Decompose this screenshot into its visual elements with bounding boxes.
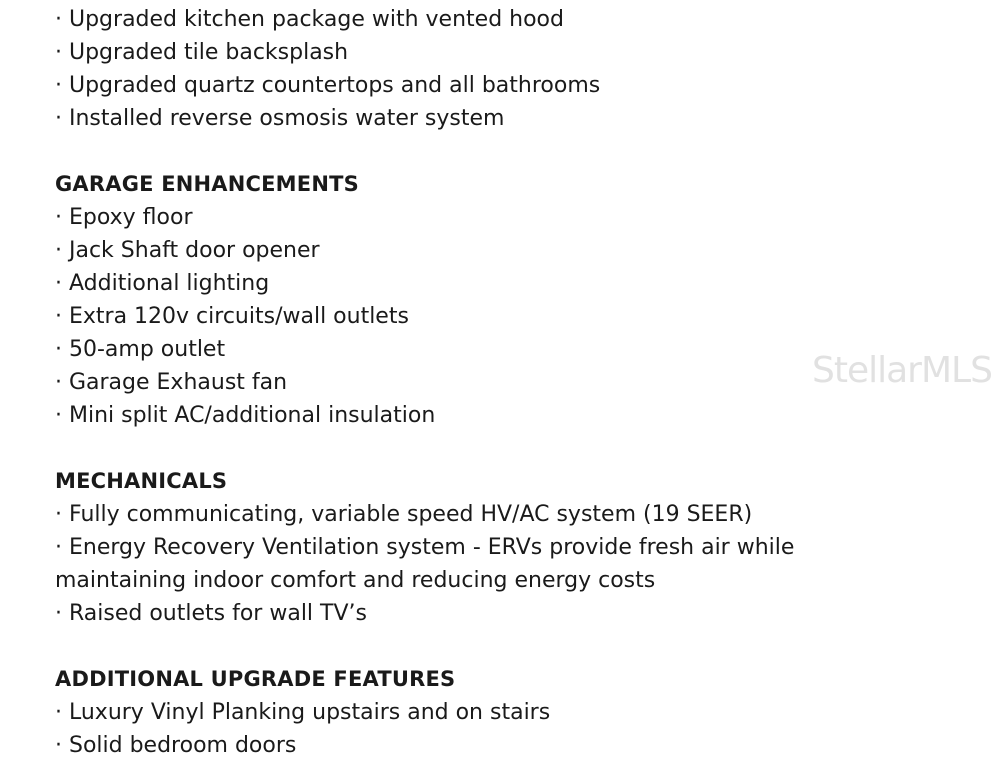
list-item-continuation: maintaining indoor comfort and reducing energy costs bbox=[55, 568, 656, 593]
list-item: · 50-amp outlet bbox=[55, 337, 226, 362]
list-item: · Extra 120v circuits/wall outlets bbox=[55, 304, 409, 329]
list-item: · Solid bedroom doors bbox=[55, 733, 297, 758]
list-item: · Fully communicating, variable speed HV/AC system (19 SEER) bbox=[55, 502, 753, 527]
list-item: · Additional lighting bbox=[55, 271, 270, 296]
list-item: · Garage Exhaust fan bbox=[55, 370, 288, 395]
list-item: · Upgraded kitchen package with vented hood bbox=[55, 7, 564, 32]
additional-section bbox=[55, 663, 955, 762]
watermark: StellarMLS bbox=[812, 350, 992, 391]
kitchen-section bbox=[55, 3, 955, 135]
section-heading: ADDITIONAL UPGRADE FEATURES bbox=[55, 667, 456, 691]
section-heading: GARAGE ENHANCEMENTS bbox=[55, 172, 359, 196]
garage-section bbox=[55, 168, 955, 432]
list-item: · Luxury Vinyl Planking upstairs and on stairs bbox=[55, 700, 551, 725]
list-item: · Raised outlets for wall TV’s bbox=[55, 601, 367, 626]
list-item: · Epoxy floor bbox=[55, 205, 193, 230]
list-item: · Mini split AC/additional insulation bbox=[55, 403, 436, 428]
list-item: · Installed reverse osmosis water system bbox=[55, 106, 505, 131]
list-item: · Upgraded tile backsplash bbox=[55, 40, 349, 65]
section-heading: MECHANICALS bbox=[55, 469, 228, 493]
list-item: · Upgraded quartz countertops and all bathrooms bbox=[55, 73, 601, 98]
list-item: · Energy Recovery Ventilation system - ERVs provide fresh air while bbox=[55, 535, 795, 560]
list-item: · Jack Shaft door opener bbox=[55, 238, 320, 263]
mechanicals-section bbox=[55, 465, 955, 630]
